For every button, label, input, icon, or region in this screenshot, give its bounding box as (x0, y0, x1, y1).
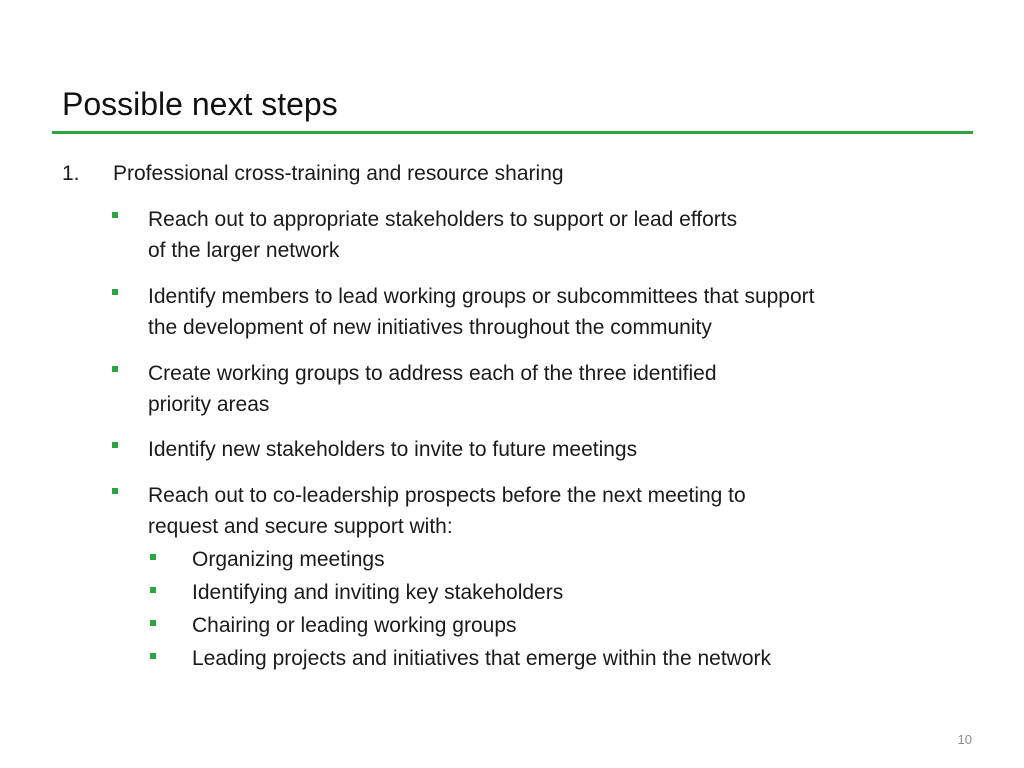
bullet-line: Identify members to lead working groups or subcommittees that support (148, 285, 815, 308)
slide-title: Possible next steps (62, 86, 338, 122)
bullet-text (148, 281, 814, 343)
bullet-line: Create working groups to address each of the three identified (148, 362, 717, 385)
bullet-line: Reach out to co-leadership prospects before the next meeting to (148, 484, 746, 507)
bullet-text (148, 204, 737, 266)
sub-bullet-text: Identifying and inviting key stakeholders (192, 581, 564, 604)
square-bullet-icon (112, 442, 118, 448)
bullet-line: request and secure support with: (148, 515, 453, 538)
square-bullet-icon (112, 212, 118, 218)
sub-bullet-text: Chairing or leading working groups (192, 614, 517, 637)
square-bullet-icon (150, 653, 156, 659)
bullet-line: the development of new initiatives throughout the community (148, 316, 712, 339)
bullet-text (148, 480, 746, 542)
sub-bullet-text: Leading projects and initiatives that emerge within the network (192, 647, 771, 670)
sub-bullet-text: Organizing meetings (192, 548, 385, 571)
square-bullet-icon (150, 587, 156, 593)
bullet-text (148, 358, 717, 420)
page-number: 10 (957, 732, 972, 747)
item-number: 1. (62, 162, 80, 185)
bullet-text (148, 434, 637, 465)
title-divider (52, 131, 973, 134)
bullet-line: Identify new stakeholders to invite to future meetings (148, 438, 638, 461)
square-bullet-icon (112, 366, 118, 372)
square-bullet-icon (150, 554, 156, 560)
item-heading: Professional cross-training and resource sharing (113, 162, 564, 185)
bullet-line: of the larger network (148, 239, 340, 262)
bullet-line: priority areas (148, 393, 270, 416)
square-bullet-icon (112, 289, 118, 295)
square-bullet-icon (150, 620, 156, 626)
bullet-line: Reach out to appropriate stakeholders to support or lead efforts (148, 208, 738, 231)
square-bullet-icon (112, 488, 118, 494)
